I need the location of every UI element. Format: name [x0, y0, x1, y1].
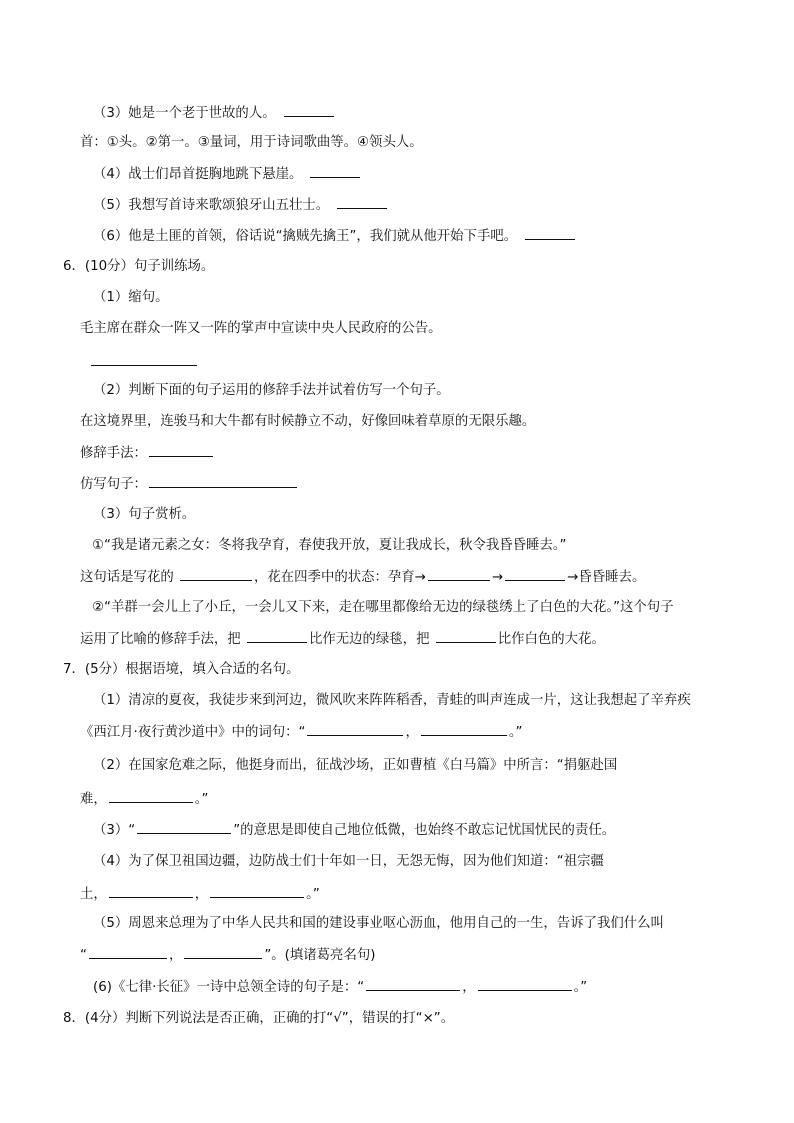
- text: ，花在四季中的状态：孕育→: [254, 570, 426, 585]
- rhetoric-label: 修辞手法：: [80, 446, 147, 461]
- answer-blank[interactable]: [247, 630, 307, 643]
- question-7-4-line1: （4）为了保卫祖国边疆，边防战士们十年如一日，无怨无悔，因为他们知道：“祖宗疆: [93, 854, 604, 869]
- text: 运用了比喻的修辞手法，把: [80, 632, 241, 647]
- text: ，: [462, 980, 476, 995]
- question-text: （3）她是一个老于世故的人。: [93, 106, 276, 121]
- answer-blank[interactable]: [478, 978, 572, 991]
- answer-blank[interactable]: [137, 821, 231, 834]
- question-5-4: [93, 165, 362, 184]
- question-7-2-line1: （2）在国家危难之际，他挺身而出，征战沙场，正如曹植《白马篇》中所言：“捐躯赴国: [93, 758, 618, 773]
- sub-question-6-2: （2）判断下面的句子运用的修辞手法并试着仿写一个句子。: [93, 383, 450, 398]
- answer-blank[interactable]: [109, 790, 193, 803]
- question-7-3: [93, 821, 615, 840]
- question-7-5-line2: [80, 946, 375, 965]
- answer-blank[interactable]: [525, 227, 575, 240]
- text: ，: [194, 887, 209, 902]
- rhetoric-row: [80, 444, 215, 463]
- text: 。”: [194, 792, 209, 807]
- text: 比作无边的绿毯，把: [308, 632, 430, 647]
- question-7-6: [93, 978, 587, 997]
- sub-question-6-1: （1）缩句。: [93, 290, 169, 305]
- answer-blank[interactable]: [109, 885, 193, 898]
- text: →: [491, 570, 504, 585]
- text: ”。(填诸葛亮名句): [264, 948, 376, 963]
- answer-blank[interactable]: [428, 568, 490, 581]
- imitate-blank[interactable]: [149, 475, 297, 488]
- question-5-6: [93, 227, 577, 246]
- answer-blank[interactable]: [307, 723, 403, 736]
- answer-blank[interactable]: [180, 568, 252, 581]
- question-7-1-line1: （1）清凉的夏夜，我徒步来到河边，微风吹来阵阵稻香，青蛙的叫声连成一片，这让我想起了辛弃疾: [93, 693, 691, 708]
- question-7-1-line2: [80, 723, 522, 742]
- quote-1-question: [80, 568, 645, 587]
- imitate-row: [80, 475, 299, 494]
- sub-question-6-3: （3）句子赏析。: [93, 507, 196, 522]
- question-text: （4）战士们昂首挺胸地跳下悬崖。: [93, 167, 303, 182]
- quote-1: ①“我是诸元素之女：冬将我孕育，春使我开放，夏让我成长，秋令我昏昏睡去。”: [92, 538, 567, 553]
- text: 比作白色的大花。: [497, 632, 605, 647]
- answer-blank[interactable]: [210, 885, 304, 898]
- sentence-6-2: 在这境界里，连骏马和大牛都有时候静立不动，好像回味着草原的无限乐趣。: [80, 414, 536, 429]
- answer-blank[interactable]: [184, 946, 262, 959]
- sentence-6-1: 毛主席在群众一阵又一阵的掌声中宣读中央人民政府的公告。: [80, 321, 442, 336]
- answer-blank[interactable]: [505, 568, 565, 581]
- answer-blank[interactable]: [421, 723, 507, 736]
- quote-2: ②“羊群一会儿上了小丘，一会儿又下来，走在哪里都像给无边的绿毯绣上了白色的大花。”这个句子: [92, 600, 674, 615]
- question-7-4-line2: [80, 885, 320, 904]
- answer-blank[interactable]: [284, 104, 334, 117]
- section-7-title: 7．(5分）根据语境，填入合适的名句。: [63, 662, 300, 677]
- question-text: （5）我想写首诗来歌颂狼牙山五壮士。: [93, 198, 330, 213]
- quote-2-question: [80, 630, 605, 649]
- text: ，: [405, 725, 419, 740]
- question-text: （6）他是土匪的首领，俗话说“擒贼先擒王”，我们就从他开始下手吧。: [93, 229, 518, 244]
- text: (6)《七律·长征》一诗中总领全诗的句子是：“: [93, 980, 365, 995]
- answer-line[interactable]: [91, 365, 197, 366]
- text: 土，: [80, 887, 107, 902]
- rhetoric-blank[interactable]: [149, 444, 213, 457]
- text: （3）“: [93, 823, 136, 838]
- text: 。”: [508, 725, 523, 740]
- text: ，: [168, 948, 183, 963]
- text: 这句话是写花的: [80, 570, 174, 585]
- answer-blank[interactable]: [337, 196, 387, 209]
- text: →昏昏睡去。: [567, 570, 646, 585]
- text: “: [80, 948, 87, 963]
- text: ”的意思是即使自己地位低微，也始终不敢忘记忧国忧民的责任。: [233, 823, 616, 838]
- question-5-3: [93, 104, 336, 123]
- question-7-2-line2: [80, 790, 208, 809]
- question-7-5-line1: （5）周恩来总理为了中华人民共和国的建设事业呕心沥血，他用自己的一生，告诉了我们什么叫: [93, 916, 664, 931]
- shou-definitions: 首：①头。②第一。③量词，用于诗词歌曲等。④领头人。: [80, 135, 423, 150]
- answer-blank[interactable]: [366, 978, 460, 991]
- text: 《西江月·夜行黄沙道中》中的词句：“: [80, 725, 306, 740]
- text: 难，: [80, 792, 107, 807]
- answer-blank[interactable]: [436, 630, 496, 643]
- answer-blank[interactable]: [310, 165, 360, 178]
- text: 。”: [306, 887, 320, 902]
- imitate-label: 仿写句子：: [80, 477, 147, 492]
- text: 。”: [573, 980, 588, 995]
- section-8-title: 8．(4分）判断下列说法是否正确，正确的打“√”，错误的打“×”。: [63, 1011, 455, 1026]
- answer-blank[interactable]: [89, 946, 167, 959]
- section-6-title: 6．(10分）句子训练场。: [63, 259, 215, 274]
- question-5-5: [93, 196, 389, 215]
